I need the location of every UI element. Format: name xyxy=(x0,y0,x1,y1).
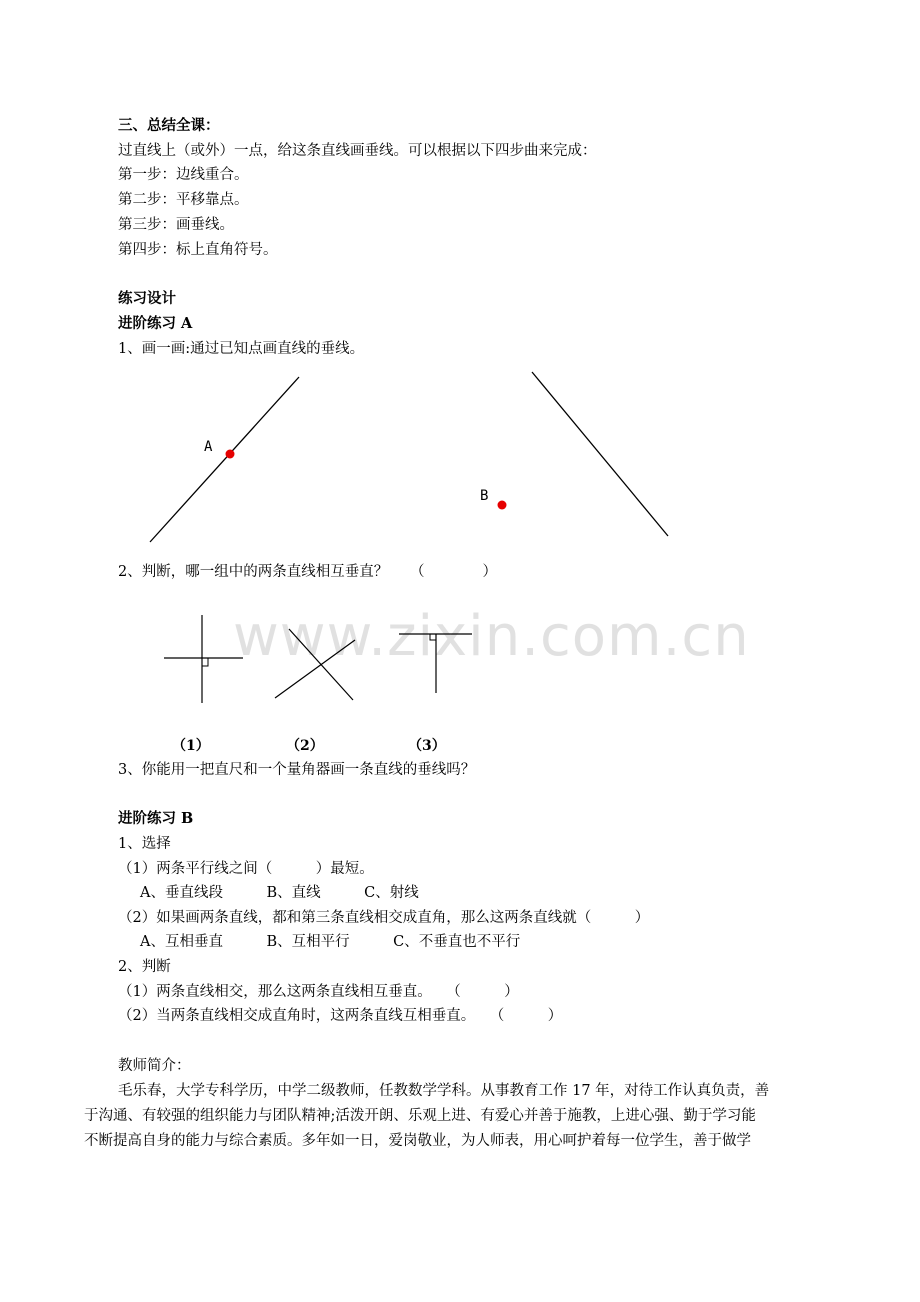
summary-step-3: 第三步：画垂线。 xyxy=(118,217,234,233)
point-a-label: A xyxy=(204,439,213,455)
figure-2-caption: （2） xyxy=(286,738,324,754)
line-through-a xyxy=(150,377,299,542)
question-1: 1、画一画:通过已知点画直线的垂线。 xyxy=(118,341,365,357)
summary-step-2: 第二步：平移靠点。 xyxy=(118,192,249,208)
b-question-1: 1、选择 xyxy=(118,836,171,852)
question-3: 3、你能用一把直尺和一个量角器画一条直线的垂线吗？ xyxy=(118,762,476,778)
practice-b-heading: 进阶练习 B xyxy=(118,810,194,827)
teacher-heading: 教师简介： xyxy=(118,1058,191,1074)
b-question-2-1: （1）两条直线相交，那么这两条直线相互垂直。 （ ） xyxy=(118,984,519,1000)
b-question-1-2: （2）如果画两条直线，都和第三条直线相交成直角，那么这两条直线就（ ） xyxy=(118,910,650,926)
figure-3-caption: （3） xyxy=(408,738,446,754)
b-question-1-2-options: A、互相垂直 B、互相平行 C、不垂直也不平行 xyxy=(140,934,521,950)
question-2: 2、判断，哪一组中的两条直线相互垂直？ （ ） xyxy=(118,564,497,580)
summary-step-1: 第一步：边线重合。 xyxy=(118,167,249,183)
point-a-dot xyxy=(226,450,235,459)
teacher-line-1: 毛乐春，大学专科学历，中学二级教师，任教数学学科。从事教育工作 17 年，对待工作认真负责，善 xyxy=(118,1083,770,1099)
line-right xyxy=(532,372,668,536)
summary-step-4: 第四步：标上直角符号。 xyxy=(118,242,278,258)
figure-1 xyxy=(164,615,243,703)
b-question-1-1: （1）两条平行线之间（ ）最短。 xyxy=(118,861,374,877)
b-question-1-1-options: A、垂直线段 B、直线 C、射线 xyxy=(140,885,419,901)
practice-heading: 练习设计 xyxy=(118,290,176,307)
summary-intro: 过直线上（或外）一点，给这条直线画垂线。可以根据以下四步曲来完成： xyxy=(118,143,597,159)
figure-1-caption: （1） xyxy=(172,738,210,754)
point-b-dot xyxy=(498,501,507,510)
point-b-label: B xyxy=(480,488,489,504)
watermark: www.zixin.com.cn xyxy=(233,604,750,669)
teacher-line-3: 不断提高自身的能力与综合素质。多年如一日，爱岗敬业，为人师表，用心呵护着每一位学生，善于做学 xyxy=(84,1133,751,1149)
summary-heading: 三、总结全课： xyxy=(118,117,220,134)
b-question-2-2: （2）当两条直线相交成直角时，这两条直线互相垂直。 （ ） xyxy=(118,1008,563,1024)
teacher-line-2: 于沟通、有较强的组织能力与团队精神;活泼开朗、乐观上进、有爱心并善于施教，上进心强、勤于学习能 xyxy=(84,1108,756,1124)
b-question-2: 2、判断 xyxy=(118,959,171,975)
practice-a-heading: 进阶练习 A xyxy=(118,315,193,332)
figure-2 xyxy=(275,629,355,700)
figure-3 xyxy=(399,634,472,693)
